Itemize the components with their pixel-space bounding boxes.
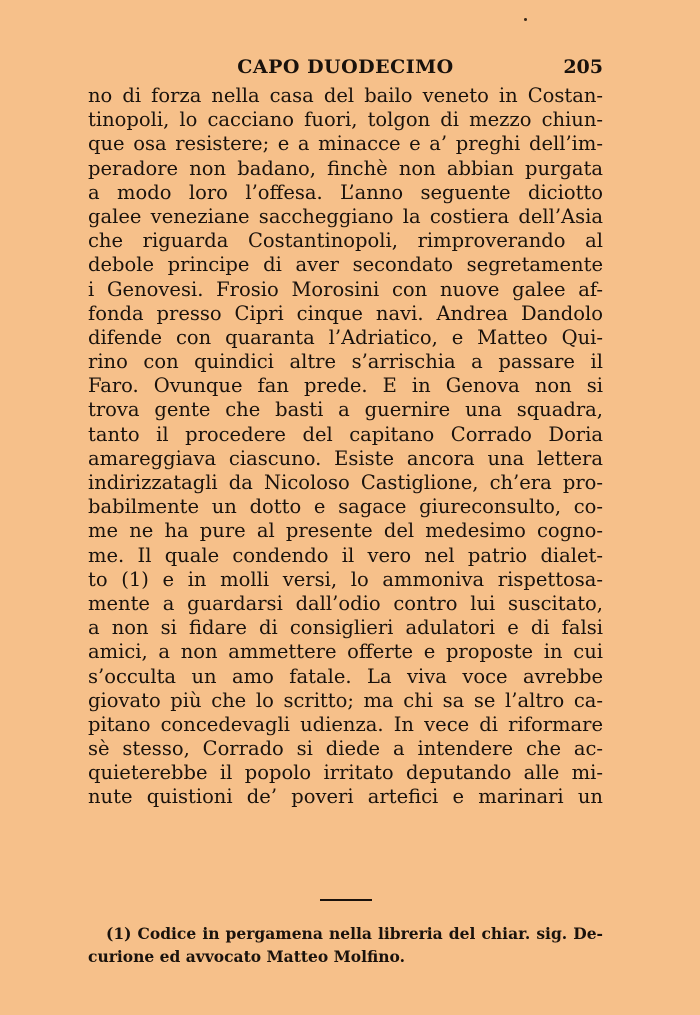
- text-line: pitano concedevagli udienza. In vece di riformare: [88, 712, 603, 736]
- running-header: [88, 56, 603, 84]
- text-line: peradore non badano, finchè non abbian purgata: [88, 156, 603, 180]
- text-line: me. Il quale condendo il vero nel patrio dialet-: [88, 543, 603, 567]
- text-line: rino con quindici altre s’arrischia a passare il: [88, 350, 603, 374]
- text-line: che riguarda Costantinopoli, rimproverando al: [88, 229, 603, 253]
- text-line: Faro. Ovunque fan prede. E in Genova non si: [88, 374, 603, 398]
- text-line: que osa resistere; e a minacce e a’ preghi dell’im-: [88, 132, 603, 156]
- text-line: amareggiava ciascuno. Esiste ancora una lettera: [88, 446, 603, 470]
- footnote: [88, 922, 603, 968]
- text-line: indirizzatagli da Nicoloso Castiglione, ch’era pro-: [88, 471, 603, 494]
- text-line: galee veneziane saccheggiano la costiera dell’Asia: [88, 204, 603, 228]
- text-line: quieterebbe il popolo irritato deputando alle mi-: [88, 761, 603, 785]
- text-line: babilmente un dotto e sagace giureconsulto, co-: [88, 495, 603, 519]
- text-line: trova gente che basti a guernire una squadra,: [88, 398, 603, 422]
- text-line: i Genovesi. Frosio Morosini con nuove galee af-: [88, 277, 603, 301]
- footnote-line: curione ed avvocato Matteo Molfino.: [88, 947, 405, 966]
- text-line: s’occulta un amo fatale. La viva voce avrebbe: [88, 664, 603, 688]
- text-line: me ne ha pure al presente del medesimo cogno-: [88, 519, 603, 543]
- text-line: debole principe di aver secondato segretamente: [88, 253, 603, 277]
- chapter-title: CAPO DUODECIMO: [237, 56, 454, 78]
- text-line: to (1) e in molli versi, lo ammoniva rispettosa-: [88, 567, 603, 591]
- text-line: tanto il procedere del capitano Corrado Doria: [88, 422, 603, 446]
- text-line: sè stesso, Corrado si diede a intendere che ac-: [88, 737, 603, 761]
- text-line: amici, a non ammettere offerte e proposte in cui: [88, 640, 603, 664]
- text-line: mente a guardarsi dall’odio contro lui suscitato,: [88, 591, 603, 615]
- text-line: giovato più che lo scritto; ma chi sa se l’altro ca-: [88, 688, 603, 712]
- text-line: tinopoli, lo cacciano fuori, tolgon di mezzo chiun-: [88, 108, 603, 132]
- body-text: [88, 84, 603, 810]
- paper-speck: [524, 18, 527, 21]
- text-line: nute quistioni de’ poveri artefici e marinari un: [88, 785, 603, 809]
- text-line: difende con quaranta l’Adriatico, e Matteo Qui-: [88, 325, 603, 349]
- page-number: 205: [563, 56, 603, 78]
- footnote-line: (1) Codice in pergamena nella libreria del chiar. sig. De-: [106, 924, 603, 943]
- text-line: a non si fidare di consiglieri adulatori e di falsi: [88, 616, 603, 640]
- text-line: a modo loro l’offesa. L’anno seguente diciotto: [88, 180, 603, 204]
- text-line: fonda presso Cipri cinque navi. Andrea Dandolo: [88, 301, 603, 325]
- text-line: no di forza nella casa del bailo veneto in Costan-: [88, 84, 603, 107]
- footnote-divider: [320, 899, 372, 901]
